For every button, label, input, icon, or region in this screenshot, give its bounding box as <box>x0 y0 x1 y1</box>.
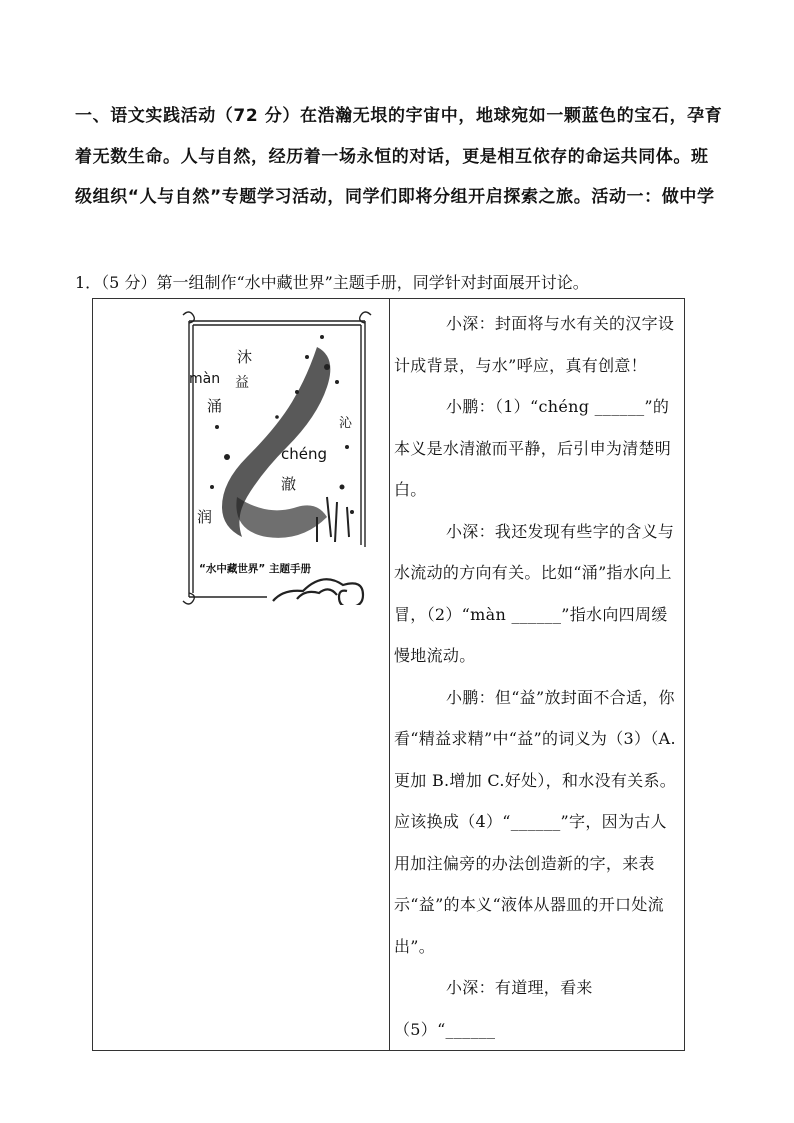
water-splash-icon <box>210 335 354 542</box>
cover-char-yi: 益 <box>235 375 249 391</box>
cloud-ornament-icon <box>273 579 363 605</box>
question-1: 1．（5 分）第一组制作“水中藏世界”主题手册，同学针对封面展开讨论。 <box>75 273 589 292</box>
dialogue-line: 小鹏：（1）“chéng ______”的本义是水清澈而平静，后引申为清楚明白。 <box>394 397 672 499</box>
cover-pinyin-cheng: chéng <box>281 445 328 463</box>
discussion-table <box>92 298 685 1051</box>
dialogue-line: 小鹏：但“益”放封面不合适，你看“精益求精”中“益”的词义为（3）（A.更加 B.增加 C.好处），和水没有关系。应该换成（4）“______”字，因为古人用加注偏旁的办法创造新的字，来表示“益”的本义“液体从器皿的开口处流出”。 <box>394 687 677 956</box>
dialogue-line: 小深：我还发现有些字的含义与水流动的方向有关。比如“涌”指水向上冒，（2）“màn ______”指水向四周缓慢地流动。 <box>394 521 675 665</box>
cover-char-run: 润 <box>197 508 213 526</box>
dialogue-line: 小深：有道理，看来（5）“______ <box>394 978 593 1039</box>
cover-char-ze: 沐 <box>237 348 253 366</box>
dialogue-line: 小深：封面将与水有关的汉字设计成背景，与水”呼应，真有创意！ <box>394 314 675 375</box>
cover-caption: “水中藏世界” 主题手册 <box>199 563 311 575</box>
cover-pinyin-man: màn <box>189 371 221 387</box>
section-intro: 一、语文实践活动（72 分）在浩瀚无垠的宇宙中，地球宛如一颗蓝色的宝石，孕育着无数生命。人与自然，经历着一场永恒的对话，更是相互依存的命运共同体。班级组织“人与自然”专题学习活动，同学们即将分组开启探索之旅。活动一：做中学 <box>75 106 723 207</box>
dialogue <box>390 303 684 1050</box>
cover-char-yong: 涌 <box>207 397 223 415</box>
cover-cell <box>93 299 390 1051</box>
cover-image <box>177 307 377 605</box>
frame-border <box>189 321 365 597</box>
cover-char-che: 澈 <box>281 475 297 493</box>
dialogue-cell <box>390 299 685 1051</box>
corner-ornament-icon <box>183 312 371 604</box>
cover-char-qin: 沁 <box>339 416 353 431</box>
